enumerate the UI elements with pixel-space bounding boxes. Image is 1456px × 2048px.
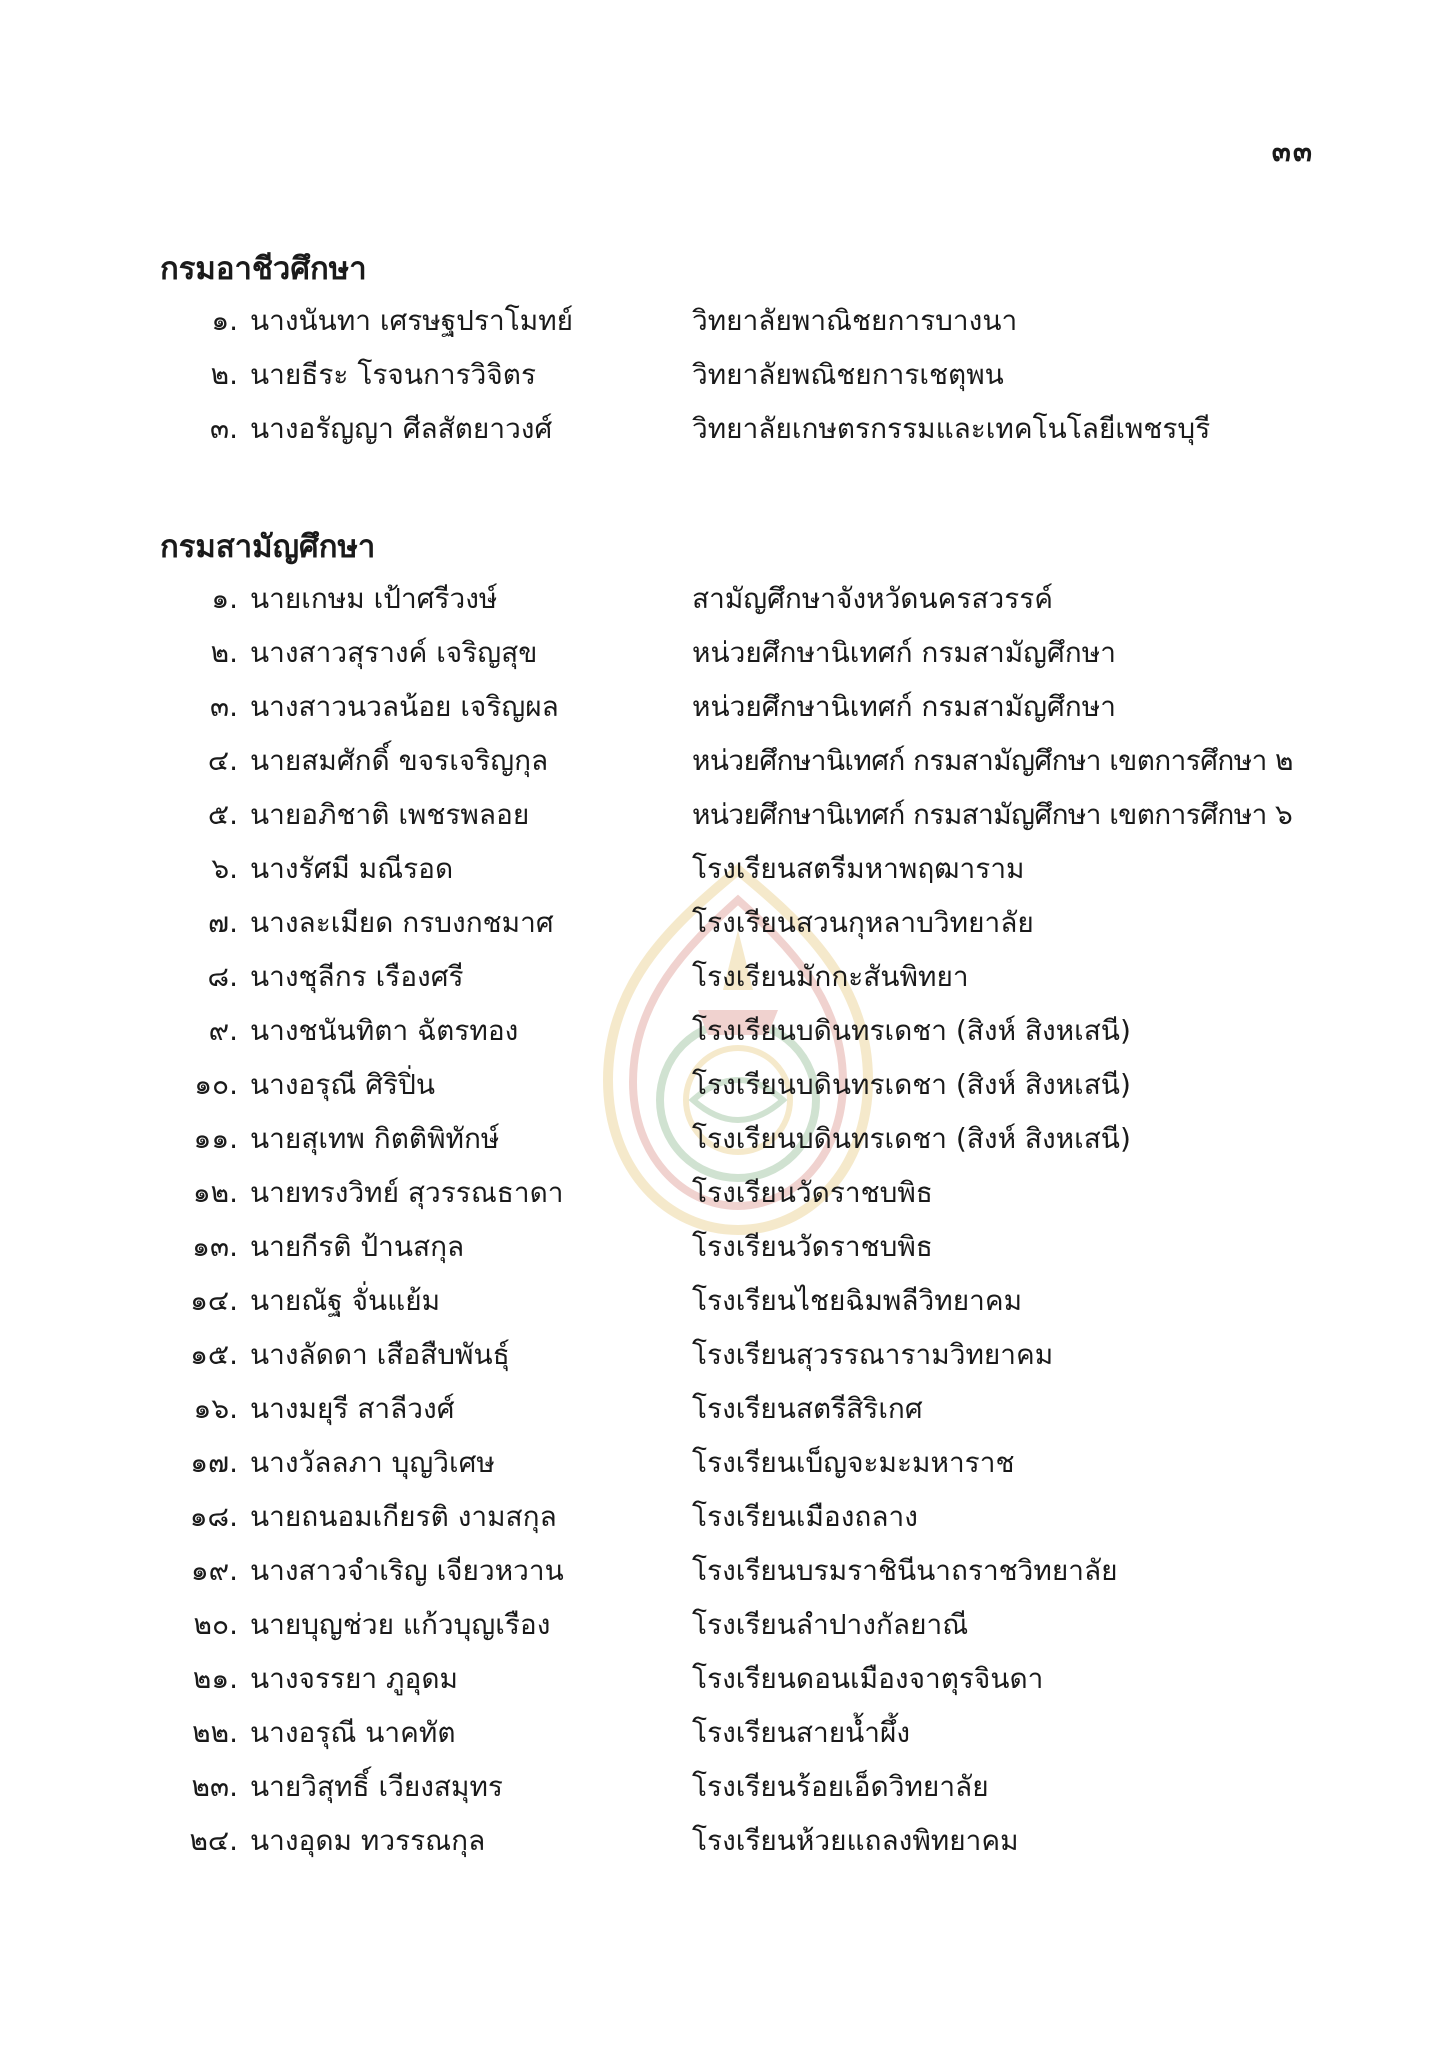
person-name: นางจรรยา ภูอุดม: [250, 1662, 458, 1695]
organization: โรงเรียนดอนเมืองจาตุรจินดา: [692, 1662, 1044, 1695]
organization: หน่วยศึกษานิเทศก์ กรมสามัญศึกษา เขตการศึกษา ๒: [692, 744, 1293, 777]
organization: โรงเรียนเมืองถลาง: [692, 1500, 918, 1533]
organization: โรงเรียนมักกะสันพิทยา: [692, 960, 969, 993]
item-number: ๖.: [211, 852, 238, 885]
organization: โรงเรียนห้วยแถลงพิทยาคม: [692, 1824, 1019, 1857]
list-item: [160, 1112, 1340, 1166]
organization: โรงเรียนวัดราชบพิธ: [692, 1230, 933, 1263]
list-item: [160, 1166, 1340, 1220]
list-item: [160, 1760, 1340, 1814]
list-item: [160, 1490, 1340, 1544]
item-number: ๘.: [207, 960, 238, 993]
list-item: [160, 1814, 1340, 1868]
person-name: นางอรัญญา ศีลสัตยาวงศ์: [250, 412, 553, 445]
person-name: นายสุเทพ กิตติพิทักษ์: [250, 1122, 500, 1155]
person-name: นายวิสุทธิ์ เวียงสมุทร: [250, 1770, 503, 1803]
item-number: ๑๘.: [189, 1500, 238, 1533]
person-name: นางอรุณี ศิริปิ่น: [250, 1068, 435, 1101]
person-name: นางอุดม ทวรรณกุล: [250, 1824, 486, 1857]
list-item: [160, 1058, 1340, 1112]
list-item: [160, 734, 1340, 788]
item-number: ๑๓.: [192, 1230, 238, 1263]
person-name: นายสมศักดิ์ ขจรเจริญกุล: [250, 744, 549, 777]
item-number: ๕.: [207, 798, 238, 831]
person-name: นางวัลลภา บุญวิเศษ: [250, 1446, 495, 1479]
list-item: [160, 842, 1340, 896]
item-number: ๔.: [207, 744, 238, 777]
item-number: ๑๕.: [190, 1338, 238, 1371]
person-name: นางสาวนวลน้อย เจริญผล: [250, 690, 559, 723]
item-number: ๒๓.: [191, 1770, 238, 1803]
list-item: [160, 896, 1340, 950]
list-item: [160, 950, 1340, 1004]
person-name: นางชนันทิตา ฉัตรทอง: [250, 1014, 519, 1047]
person-name: นางรัศมี มณีรอด: [250, 852, 454, 885]
list-item: [160, 1382, 1340, 1436]
item-number: ๒๒.: [192, 1716, 238, 1749]
list-item: [160, 788, 1340, 842]
item-number: ๒๑.: [192, 1662, 238, 1695]
item-number: ๑๒.: [192, 1176, 238, 1209]
person-name: นางนันทา เศรษฐปราโมทย์: [250, 304, 574, 337]
person-name: นางอรุณี นาคทัต: [250, 1716, 456, 1749]
item-number: ๗.: [208, 906, 238, 939]
list-item: [160, 1220, 1340, 1274]
person-name: นางลัดดา เสือสืบพันธุ์: [250, 1338, 510, 1371]
list-item: [160, 1436, 1340, 1490]
person-name: นางชุลีกร เรืองศรี: [250, 960, 464, 993]
person-name: นายอภิชาติ เพชรพลอย: [250, 798, 530, 831]
person-name: นายทรงวิทย์ สุวรรณธาดา: [250, 1176, 564, 1209]
item-number: ๒.: [210, 358, 238, 391]
list-item: [160, 1544, 1340, 1598]
item-number: ๑๔.: [190, 1284, 238, 1317]
organization: โรงเรียนเบ็ญจะมะมหาราช: [692, 1446, 1015, 1479]
item-number: ๓.: [209, 690, 238, 723]
section-title: กรมสามัญศึกษา: [160, 529, 376, 565]
person-name: นายณัฐ จั่นแย้ม: [250, 1284, 441, 1317]
item-number: ๑.: [211, 582, 238, 615]
section-title: กรมอาชีวศึกษา: [160, 251, 367, 287]
person-name: นางมยุรี สาลีวงศ์: [250, 1392, 455, 1425]
list-item: [160, 294, 1340, 348]
person-name: นายถนอมเกียรติ งามสกุล: [250, 1500, 557, 1533]
list-item: [160, 1328, 1340, 1382]
list-item: [160, 1652, 1340, 1706]
organization: โรงเรียนสวนกุหลาบวิทยาลัย: [692, 906, 1034, 939]
organization: สามัญศึกษาจังหวัดนครสวรรค์: [692, 582, 1054, 615]
organization: โรงเรียนบดินทรเดชา (สิงห์ สิงหเสนี): [692, 1122, 1131, 1155]
item-number: ๒.: [210, 636, 238, 669]
organization: โรงเรียนบดินทรเดชา (สิงห์ สิงหเสนี): [692, 1068, 1131, 1101]
section-vocational: [160, 244, 1340, 456]
organization: โรงเรียนไชยฉิมพลีวิทยาคม: [692, 1284, 1023, 1317]
organization: โรงเรียนสตรีมหาพฤฒาราม: [692, 852, 1025, 885]
list-item: [160, 626, 1340, 680]
list-item: [160, 1706, 1340, 1760]
item-number: ๑๖.: [193, 1392, 238, 1425]
list-item: [160, 402, 1340, 456]
list-item: [160, 572, 1340, 626]
list-item: [160, 680, 1340, 734]
item-number: ๓.: [209, 412, 238, 445]
organization: โรงเรียนลำปางกัลยาณี: [692, 1608, 969, 1641]
person-name: นายเกษม เป้าศรีวงษ์: [250, 582, 498, 615]
organization: โรงเรียนสุวรรณารามวิทยาคม: [692, 1338, 1054, 1371]
item-number: ๑.: [211, 304, 238, 337]
organization: โรงเรียนบรมราชินีนาถราชวิทยาลัย: [692, 1554, 1118, 1587]
person-name: นายธีระ โรจนการวิจิตร: [250, 358, 537, 391]
organization: โรงเรียนบดินทรเดชา (สิงห์ สิงหเสนี): [692, 1014, 1131, 1047]
item-number: ๒๔.: [189, 1824, 238, 1857]
person-name: นายกีรติ ป้านสกุล: [250, 1230, 465, 1263]
organization: วิทยาลัยพณิชยการเชตุพน: [692, 358, 1004, 391]
organization: หน่วยศึกษานิเทศก์ กรมสามัญศึกษา เขตการศึกษา ๖: [692, 798, 1293, 831]
list-item: [160, 1004, 1340, 1058]
list-item: [160, 348, 1340, 402]
section-general: [160, 522, 1340, 1868]
list-item: [160, 1598, 1340, 1652]
organization: โรงเรียนสตรีสิริเกศ: [692, 1392, 923, 1425]
person-name: นางสาวสุรางค์ เจริญสุข: [250, 636, 538, 669]
organization: วิทยาลัยพาณิชยการบางนา: [692, 304, 1018, 337]
item-number: ๑๗.: [190, 1446, 238, 1479]
organization: วิทยาลัยเกษตรกรรมและเทคโนโลยีเพชรบุรี: [692, 412, 1211, 445]
page-number: ๓๓: [1271, 135, 1314, 168]
item-number: ๑๐.: [194, 1068, 238, 1101]
list-item: [160, 1274, 1340, 1328]
organization: โรงเรียนร้อยเอ็ดวิทยาลัย: [692, 1770, 989, 1803]
organization: หน่วยศึกษานิเทศก์ กรมสามัญศึกษา: [692, 690, 1116, 723]
item-number: ๙.: [208, 1014, 238, 1047]
item-number: ๑๑.: [193, 1122, 238, 1155]
organization: โรงเรียนวัดราชบพิธ: [692, 1176, 933, 1209]
person-name: นายบุญช่วย แก้วบุญเรือง: [250, 1608, 551, 1641]
organization: หน่วยศึกษานิเทศก์ กรมสามัญศึกษา: [692, 636, 1116, 669]
person-name: นางละเมียด กรบงกชมาศ: [250, 906, 554, 939]
item-number: ๑๙.: [190, 1554, 238, 1587]
organization: โรงเรียนสายน้ำผึ้ง: [692, 1716, 911, 1749]
person-name: นางสาวจำเริญ เจียวหวาน: [250, 1554, 564, 1587]
item-number: ๒๐.: [193, 1608, 238, 1641]
